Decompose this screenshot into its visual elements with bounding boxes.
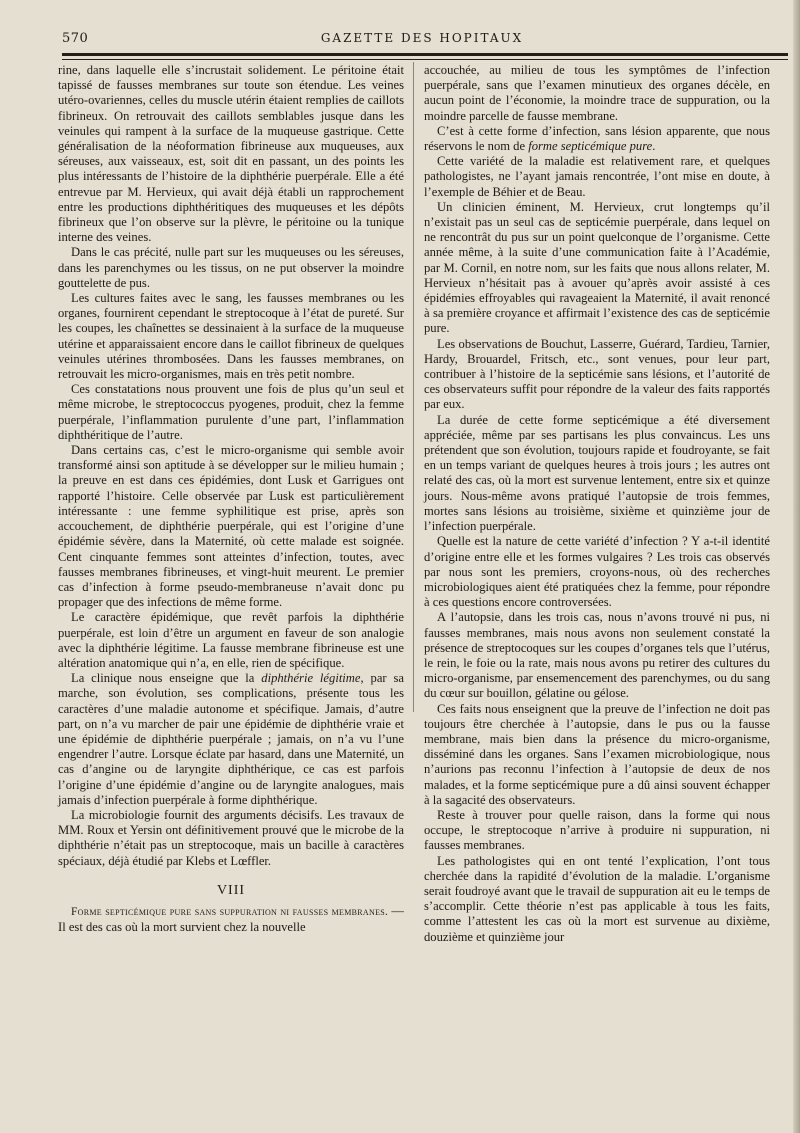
paragraph: Un clinicien éminent, M. Hervieux, crut longtemps qu’il n’existait pas un seul cas de septicémie puerpérale, dans lequel on ne rencontrât du pus sur un point quelconque de l’organisme. Cette année même, à la suite d’une communication faite à l’Académie, par M. Cornil, en notre nom, sur les faits que nous allons relater, M. Hervieux n’hésitait pas à avouer qu’après avoir assisté à ces épidémies effroyables qui ravageaient la Maternité, il avait renoncé à sa première croyance et affirmait l’existence des cas de septicémie pure. [424,199,770,336]
header-rule-thin [62,59,788,60]
text-run: , par sa marche, son évolution, ses complications, présente tous les caractères d’une maladie autonome et spécifique. Jamais, d’autre part, on n’a vu marcher de pair une épidémie de diphthérie vraie et une épidémie de diphthérie puerpérale ; jamais, on n’a vu l’une engendrer l’autre. Lorsque éclate par hasard, dans une Maternité, un cas d’angine ou de laryngite diphthérique, ce cas est parfois l’origine d’une épidémie d’angine ou de laryngite analogues, mais jamais d’infection puerpérale à forme diphthérique. [58,671,404,807]
paragraph: Ces faits nous enseignent que la preuve de l’infection ne doit pas toujours être cherchée à l’autopsie, dans le pus ou la fausse membrane, mais bien dans la présence du micro-organisme, disséminé dans les organes. Sans l’examen microbiologique, nous n’aurions pas reconnu l’infection à l’autopsie de deux de nos malades, et la forme septicémique pure a dû ainsi souvent échapper à la sagacité des observateurs. [424,701,770,807]
page-number: 570 [62,31,89,46]
page-edge-shadow [793,0,800,1133]
paragraph: Les observations de Bouchut, Lasserre, Guérard, Tardieu, Tarnier, Hardy, Brouardel, Fritsch, etc., sont venues, pour leur part, contribuer à l’histoire de la septicémie sans lésions, et l’autorité de ces observateurs suffit pour répondre de la valeur des faits rapportés par eux. [424,336,770,412]
paragraph: rine, dans laquelle elle s’incrustait solidement. Le péritoine était tapissé de fausses membranes sur toute son étendue. Les veines utéro-ovariennes, celles du muscle utérin étaient remplies de caillots fibrineux. On retrouvait des caillots semblables jusque dans les veinules qui rampent à la surface de la muqueuse gastrique. Cette généralisation de la néoformation fibrineuse aux muqueuses, aux séreuses, aux vaisseaux, est, soit dit en passant, un des points les plus intéressants de l’histoire de la diphthérie puerpérale. Elle a été entrevue par M. Hervieux, qui avait déjà établi un rapprochement entre les productions diphthéritiques des muqueuses et les dépôts fibrineux que l’on observe sur la plèvre, le péritoine ou la tunique interne des veines. [58,63,404,245]
text-run: . [652,139,656,154]
section-title: Forme septicémique pure sans suppuration ni fausses membranes. [71,905,389,918]
paragraph: Dans certains cas, c’est le micro-organisme qui semble avoir transformé ainsi son aptitude à se développer sur le milieu humain ; la preuve en est dans ces épidémies, dont Lusk et Garrigues ont rapporté l’histoire. Celle observée par Lusk est particulièrement intéressante : une femme syphilitique est prise, après son accouchement, de diphthérie puerpérale, qui est l’origine d’une épidémie sévère, dans la Maternité, où cette malade est soignée. Cent cinquante femmes sont atteintes d’infection, toutes, avec fausses membranes fibrineuses, et vingt-huit meurent. Le premier cas d’infection à forme pseudo-membraneuse n’avait donc pu propager que des infections de même forme. [58,443,404,610]
paragraph: Le caractère épidémique, que revêt parfois la diphthérie puerpérale, est loin d’être un argument en faveur de son analogie avec la diphthérie légitime. La fausse membrane fibrineuse est une altération anatomique qui n’a, en elle, rien de spécifique. [58,610,404,670]
right-column [424,63,770,945]
paragraph: La microbiologie fournit des arguments décisifs. Les travaux de MM. Roux et Yersin ont définitivement prouvé que le microbe de la diphthérie n’était pas un streptocoque, mais un bacille à caractères spéciaux, déjà étudié par Klebs et Lœffler. [58,807,404,868]
italic-term: forme septicémique pure [528,139,653,154]
paragraph: Quelle est la nature de cette variété d’infection ? Y a-t-il identité d’origine entre elle et les formes vulgaires ? Les trois cas observés par nous sont les premiers, croyons-nous, où des recherches microbiologiques aient été pratiquées chez la femme, pour répondre à ces questions encore controversées. [424,534,770,610]
paragraph: La durée de cette forme septicémique a été diversement appréciée, même par ses partisans les plus convaincus. Les uns prétendent que son évolution, toujours rapide et foudroyante, se fait en un temps variant de quelques heures à trois jours ; les autres ont relaté des cas, où la mort est survenue lentement, entre six et quinze jours. Nous-même avons pratiqué l’autopsie de trois femmes, mortes sans lésions au troisième, sixième et quinzième jour de l’infection puerpérale. [424,412,770,534]
paragraph: accouchée, au milieu de tous les symptômes de l’infection puerpérale, sans que l’examen minutieux des organes décèle, en aucun point de l’économie, la moindre trace de suppuration, ou la moindre parcelle de fausse membrane. [424,63,770,123]
column-divider [413,62,414,712]
paragraph [424,124,770,154]
section-heading [58,904,404,935]
paragraph [58,671,404,808]
paragraph: Ces constatations nous prouvent une fois de plus qu’un seul et même microbe, le streptococcus pyogenes, produit, chez la femme puerpérale, l’inflammation purulente d’une part, l’inflammation diphthéritique de l’autre. [58,382,404,442]
paragraph: A l’autopsie, dans les trois cas, nous n’avons trouvé ni pus, ni fausses membranes, mais nous avons non seulement constaté la présence de streptocoques sur les coupes d’organes tels que l’utérus, le rein, le foie ou la rate, mais nous avons pu retirer des cultures du micro-organisme, par ensemencement des parenchymes, ou du sang du cœur sur bouillon, gélatine ou gélose. [424,610,770,701]
paragraph: Dans le cas précité, nulle part sur les muqueuses ou les séreuses, dans les parenchymes ou les tissus, on ne put observer la moindre gouttelette de pus. [58,245,404,290]
left-column [58,63,404,935]
text-run: La clinique nous enseigne que la [71,671,262,686]
paragraph: Les cultures faites avec le sang, les fausses membranes ou les organes, fournirent cependant le streptocoque à l’état de pureté. Sur les coupes, les chaînettes se dessinaient à la surface de la muqueuse utérine et apparaissaient encore dans le caillot fibrineux de quelques veinules utérines thrombosées. Dans les fausses membranes, on retrouvait les micro-organismes, mais en très petit nombre. [58,291,404,382]
italic-term: diphthérie légitime [261,671,361,686]
page-header [58,27,786,47]
text-run: — Il est des cas où la mort survient chez la nouvelle [58,903,404,935]
paragraph: Cette variété de la maladie est relativement rare, et quelques pathologistes, ne l’ayant jamais rencontrée, l’ont mise en doute, à l’exemple de Béhier et de Beau. [424,154,770,199]
paragraph: Les pathologistes qui en ont tenté l’explication, l’ont tous cherchée dans la rapidité d’évolution de la maladie. L’organisme serait foudroyé avant que le travail de suppuration ait eu le temps de s’accomplir. Cette théorie n’est pas applicable à tous les faits, comme l’attestent les cas où la mort est survenue au dixième, douzième et quinzième jour [424,853,770,944]
section-number: VIII [216,882,246,898]
paragraph: Reste à trouver pour quelle raison, dans la forme qui nous occupe, le streptocoque n’arrive à produire ni suppuration, ni fausses membranes. [424,807,770,853]
text-run: C’est à cette forme d’infection, sans lésion apparente, que nous réservons le nom de [424,123,770,154]
header-rule-thick [62,53,788,56]
running-title: GAZETTE DES HOPITAUX [320,31,524,45]
